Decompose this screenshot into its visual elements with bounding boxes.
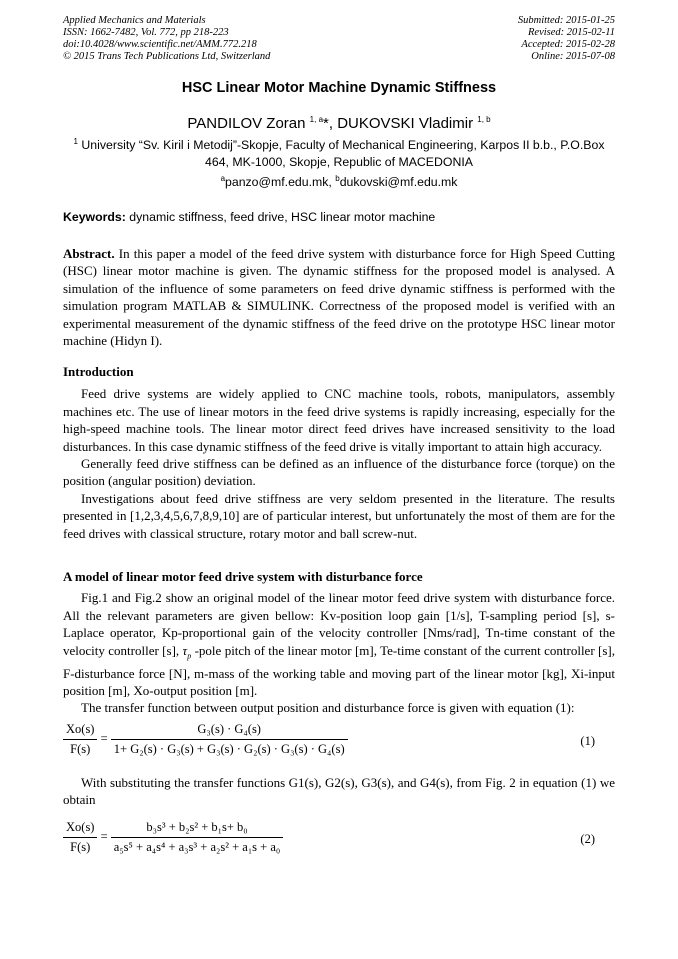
keywords-label: Keywords: bbox=[63, 210, 126, 224]
paper-title: HSC Linear Motor Machine Dynamic Stiffness bbox=[181, 80, 497, 96]
affiliation bbox=[63, 137, 615, 171]
keywords bbox=[63, 210, 435, 224]
corresponding-mark: *, bbox=[323, 115, 334, 132]
revised-date: Revised: 2015-02-11 bbox=[528, 27, 615, 38]
journal-info bbox=[63, 15, 270, 63]
introduction-heading: Introduction bbox=[63, 364, 134, 379]
author-1-name: PANDILOV Zoran bbox=[187, 115, 306, 132]
journal-name: Applied Mechanics and Materials bbox=[63, 15, 206, 26]
doi: doi:10.4028/www.scientific.net/AMM.772.218 bbox=[63, 39, 257, 50]
abstract-label: Abstract. bbox=[63, 246, 115, 261]
eq1-number: (1) bbox=[580, 734, 595, 748]
accepted-date: Accepted: 2015-02-28 bbox=[521, 39, 615, 50]
affiliation-line-2: 464, MK-1000, Skopje, Republic of MACEDONIA bbox=[205, 155, 473, 169]
equation-1 bbox=[63, 722, 615, 757]
author-2-sup: 1, b bbox=[477, 115, 491, 124]
eq2-rhs-denominator: a₅s⁵ + a₄s⁴ + a₃s³ + a₂s² + a₁s + a₀ bbox=[113, 840, 281, 854]
dates-info bbox=[518, 15, 615, 63]
model-paragraph-1b: -pole pitch of the linear motor [m], Te-time constant of the current controller [s], F-disturbance force [N], m-mass of the working table and moving part of the linear motor [kg], Xi-input position [m], Xo-output position [m]. bbox=[63, 642, 616, 699]
author-1-sup: 1, a bbox=[309, 115, 324, 124]
email-b-sup: b bbox=[335, 173, 340, 183]
model-paragraph-3: With substituting the transfer functions G1(s), G2(s), G3(s), and G4(s), from Fig. 2 in equation (1) we obtain bbox=[63, 775, 615, 808]
tau-symbol: τ bbox=[182, 642, 188, 658]
issn: ISSN: 1662-7482, Vol. 772, pp 218-223 bbox=[63, 27, 229, 38]
copyright: © 2015 Trans Tech Publications Ltd, Switzerland bbox=[63, 51, 271, 62]
eq2-number: (2) bbox=[580, 832, 595, 846]
model-heading: A model of linear motor feed drive system with disturbance force bbox=[63, 569, 423, 584]
model-section bbox=[63, 568, 615, 717]
submitted-date: Submitted: 2015-01-25 bbox=[517, 15, 615, 26]
intro-paragraph-2: Generally feed drive stiffness can be defined as an influence of the disturbance force (torque) on the position (angular position) deviation. bbox=[63, 456, 615, 489]
eq1-rhs bbox=[111, 722, 348, 757]
eq1-lhs bbox=[63, 722, 97, 757]
authors bbox=[0, 115, 678, 132]
introduction-section bbox=[63, 363, 615, 542]
author-2-name: DUKOVSKI Vladimir bbox=[337, 115, 474, 132]
tau-subscript: p bbox=[187, 651, 192, 661]
online-date: Online: 2015-07-08 bbox=[531, 51, 615, 62]
eq1-rhs-numerator: G₃(s) · G₄(s) bbox=[111, 722, 348, 740]
model-paragraph-2: The transfer function between output position and disturbance force is given with equation (1): bbox=[81, 700, 575, 716]
equation-2 bbox=[63, 820, 615, 855]
eq1-lhs-denominator: F(s) bbox=[70, 742, 91, 756]
intro-paragraph-3: Investigations about feed drive stiffness are very seldom presented in the literature. The results presented in [1,2,3,4,5,6,7,8,9,10] are of particular interest, but unfortunately the most of them are for the feed drives with classical structure, rotary motor and ball screw-nut. bbox=[63, 490, 615, 541]
eq2-rhs bbox=[111, 820, 283, 855]
email-a-sup: a bbox=[220, 173, 226, 183]
affiliation-sup: 1 bbox=[73, 136, 78, 146]
eq1-lhs-numerator: Xo(s) bbox=[63, 722, 97, 740]
eq2-equals: = bbox=[100, 829, 108, 844]
eq2-lhs-denominator: F(s) bbox=[70, 840, 91, 854]
model-paragraph-1a: Fig.1 and Fig.2 show an original model of the linear motor feed drive system with disturbance force. All the relevant parameters are given bellow: Kv-position loop gain [1/s], T-sampling period [s], s-Laplace operator, Kp-proportional gain of the velocity controller [Nms/rad], Tn-time constant of the velocity controller [s], bbox=[63, 590, 615, 658]
eq2-lhs-numerator: Xo(s) bbox=[63, 820, 97, 838]
affiliation-line-1: University “Sv. Kiril i Metodij”-Skopje, Faculty of Mechanical Engineering, Karpos II b.b., P.O.Box bbox=[81, 138, 605, 152]
emails: $^a$panzo@mf.edu.mk, $^b$dukovski@mf.edu.mk bbox=[220, 173, 458, 189]
eq1-rhs-denominator: 1+ G₂(s) · G₃(s) + G₃(s) · G₂(s) · G₃(s) · G₄(s) bbox=[113, 742, 345, 756]
abstract bbox=[63, 245, 615, 349]
email-b[interactable]: dukovski@mf.edu.mk bbox=[339, 175, 458, 189]
eq1-equals: = bbox=[100, 731, 108, 746]
intro-paragraph-1: Feed drive systems are widely applied to CNC machine tools, robots, manipulators, assembly machines etc. The use of linear motors in the feed drive systems is rapidly increasing, especially for the high-speed machine tools. The linear motor direct feed drives have increased sensitivity to the load disturbances. In this case dynamic stiffness of the feed drive is vitally important to attain high accuracy. bbox=[63, 386, 615, 454]
eq2-rhs-numerator: b₃s³ + b₂s² + b₁s+ b₀ bbox=[111, 820, 283, 838]
email-a[interactable]: panzo@mf.edu.mk bbox=[225, 175, 329, 189]
keywords-text: dynamic stiffness, feed drive, HSC linear motor machine bbox=[129, 210, 436, 224]
eq2-lhs bbox=[63, 820, 97, 855]
abstract-text: In this paper a model of the feed drive system with disturbance force for High Speed Cutting (HSC) linear motor machine is given. The dynamic stiffness for the proposed model is analysed. A simulation of the influence of some parameters on feed drive dynamic stiffness is performed with the simulation program MATLAB & SIMULINK. Correctness of the proposed model is verified with an experimental measurement of the dynamic stiffness of the feed drive on the prototype HSC linear motor machine (Hidyn I). bbox=[63, 246, 615, 349]
model-paragraph-1 bbox=[63, 589, 615, 699]
substitution-paragraph bbox=[63, 774, 615, 809]
